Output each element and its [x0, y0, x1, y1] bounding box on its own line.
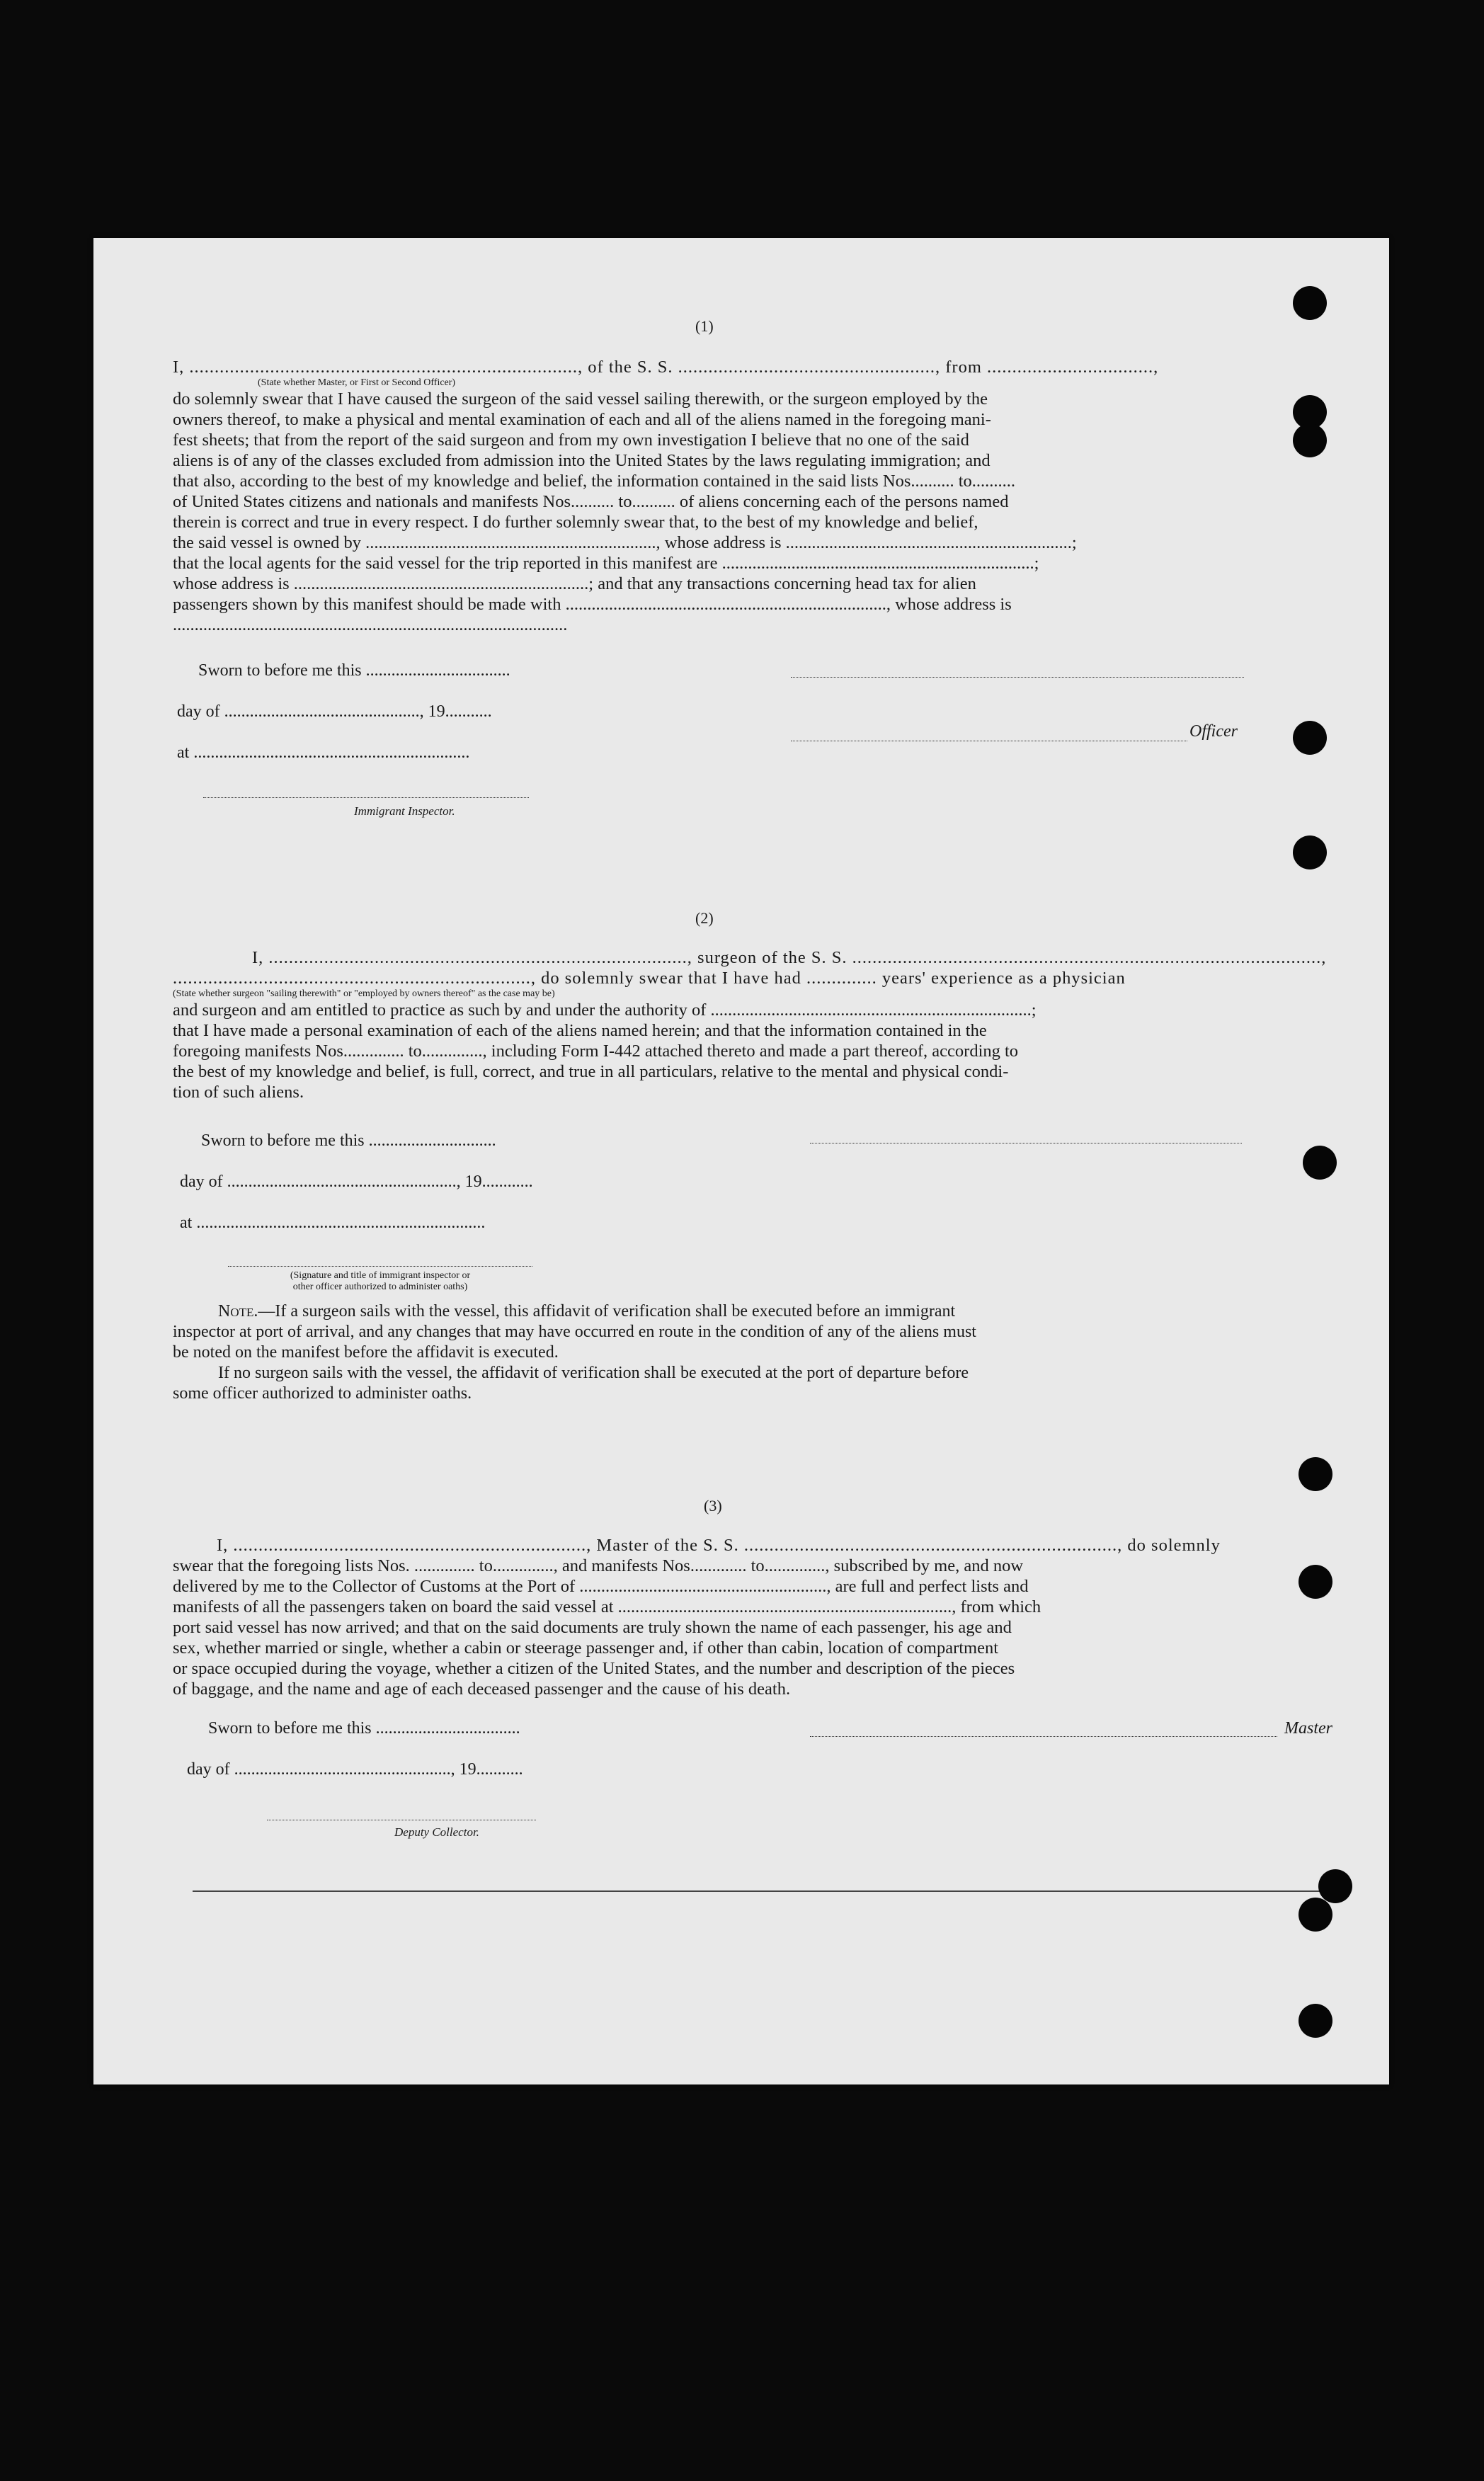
section-1-body-line: the said vessel is owned by ..................................................................., whose address is ..................................................................; — [173, 533, 1077, 552]
section-1-body-line: do solemnly swear that I have caused the surgeon of the said vessel sailing therewith, or the surgeon employed by the — [173, 389, 988, 409]
section-3-sworn: Sworn to before me this .................................. — [208, 1719, 520, 1738]
binder-hole — [1293, 721, 1327, 755]
section-3-body-line: of baggage, and the name and age of each deceased passenger and the cause of his death. — [173, 1679, 791, 1699]
section-3-body-line: sex, whether married or single, whether a cabin or steerage passenger and, if other than cabin, location of compartment — [173, 1638, 999, 1658]
section-1-inspector-label: Immigrant Inspector. — [354, 804, 455, 818]
section-1 — [173, 357, 1341, 635]
section-1-body-line: aliens is of any of the classes excluded from admission into the United States by the laws regulating immigration; and — [173, 451, 991, 470]
section-1-body-line: that also, according to the best of my knowledge and belief, the information contained in the said lists Nos.......... to.......... — [173, 472, 1016, 491]
section-2-body-line: foregoing manifests Nos.............. to.............., including Form I-442 attached thereto and made a part thereof, according to — [173, 1042, 1019, 1061]
section-2-signature-note-line: (Signature and title of immigrant inspector or — [290, 1270, 471, 1281]
section-2-line1: I, ..................................................................................., surgeon of the S. S. ............................................................................................., — [252, 948, 1327, 967]
section-2-signature-note — [228, 1270, 532, 1293]
section-3-master-line — [810, 1736, 1277, 1737]
section-2-officer-line — [228, 1266, 532, 1267]
section-2-body-line: tion of such aliens. — [173, 1083, 304, 1102]
section-1-body — [173, 389, 1341, 635]
section-1-signature-line-1 — [791, 677, 1244, 678]
bottom-rule — [193, 1890, 1347, 1892]
manifest-affidavit-sheet — [93, 238, 1389, 2084]
section-3-collector-label: Deputy Collector. — [394, 1825, 479, 1839]
section-1-body-line: that the local agents for the said vessel for the trip reported in this manifest are ........................................................................; — [173, 554, 1039, 573]
section-1-line1-note: (State whether Master, or First or Second Officer) — [258, 377, 456, 388]
section-3-body-line: delivered by me to the Collector of Customs at the Port of ........................................................., are full and perfect lists and — [173, 1577, 1029, 1596]
section-1-at: at ................................................................. — [177, 743, 470, 762]
section-2-note — [173, 1301, 1341, 1404]
section-1-line1: I, ............................................................................., of the S. S. ..................................................., from ................................., — [173, 358, 1159, 377]
section-1-sworn: Sworn to before me this .................................. — [198, 661, 510, 680]
section-3-number: (3) — [704, 1497, 722, 1515]
section-3-body-line: port said vessel has now arrived; and that on the said documents are truly shown the name of each passenger, his age and — [173, 1618, 1012, 1637]
section-2-note-line — [173, 1301, 1341, 1322]
section-3-day: day of ..................................................., 19........... — [187, 1760, 523, 1779]
section-3-body-line: swear that the foregoing lists Nos. .............. to.............., and manifests Nos............. to.............., subscribed by me, and now — [173, 1556, 1024, 1575]
section-3-body-line: I, ......................................................................, Master of the S. S. .........................................................................., do solemnly — [217, 1536, 1221, 1555]
section-2-note-line: inspector at port of arrival, and any changes that may have occurred en route in the condition of any of the aliens must — [173, 1323, 976, 1341]
binder-hole — [1303, 1146, 1337, 1180]
section-2-note-line: If no surgeon sails with the vessel, the affidavit of verification shall be executed at the port of departure before — [218, 1364, 969, 1382]
section-2-note-line: some officer authorized to administer oaths. — [173, 1384, 472, 1403]
section-1-body-line: of United States citizens and nationals and manifests Nos.......... to.......... of aliens concerning each of the persons named — [173, 492, 1009, 511]
section-1-inspector-line — [203, 797, 529, 798]
section-2-body-line: that I have made a personal examination of each of the aliens named herein; and that the information contained in the — [173, 1021, 987, 1040]
section-3 — [173, 1535, 1341, 1699]
section-2-body — [173, 1000, 1341, 1102]
section-1-body-line: whose address is ....................................................................; and that any transactions concerning head tax for alien — [173, 574, 976, 593]
section-2-body-line: and surgeon and am entitled to practice as such by and under the authority of ..........................................................................; — [173, 1000, 1037, 1020]
section-2-sworn: Sworn to before me this .............................. — [201, 1131, 496, 1150]
section-2-line2-note: (State whether surgeon "sailing therewith" or "employed by owners thereof" as the case may be) — [173, 988, 555, 999]
section-1-number: (1) — [695, 317, 714, 335]
section-2-number: (2) — [695, 909, 714, 927]
binder-hole — [1298, 1457, 1332, 1491]
section-2-note-label: Note. — [218, 1302, 258, 1321]
section-2-at: at .................................................................... — [180, 1214, 486, 1232]
section-2-body-line: the best of my knowledge and belief, is full, correct, and true in all particulars, relative to the mental and physical condi- — [173, 1062, 1009, 1081]
section-1-day: day of .............................................., 19........... — [177, 702, 492, 721]
section-3-body-line: manifests of all the passengers taken on board the said vessel at ............................................................................., from which — [173, 1597, 1041, 1616]
binder-hole — [1298, 2004, 1332, 2038]
section-2-signature-note-line: other officer authorized to administer oaths) — [292, 1282, 468, 1292]
section-2-note-text: —If a surgeon sails with the vessel, this affidavit of verification shall be executed before an immigrant — [258, 1302, 956, 1321]
section-2-day: day of ......................................................, 19............ — [180, 1173, 533, 1191]
section-3-body-line: or space occupied during the voyage, whether a citizen of the United States, and the number and description of the pieces — [173, 1659, 1015, 1678]
section-1-body-line: passengers shown by this manifest should be made with .........................................................................., whose address is — [173, 595, 1012, 614]
section-1-body-line: ........................................................................................... — [173, 615, 568, 634]
binder-hole — [1293, 835, 1327, 869]
section-2 — [173, 947, 1341, 1102]
binder-hole — [1298, 1565, 1332, 1599]
section-1-body-line: fest sheets; that from the report of the said surgeon and from my own investigation I believe that no one of the said — [173, 430, 969, 450]
binder-hole — [1293, 286, 1327, 320]
section-2-line2: ......................................................................., do solemnly swear that I have had .............. years' experience as a physician — [173, 969, 1126, 988]
section-2-note-line: be noted on the manifest before the affidavit is executed. — [173, 1343, 559, 1362]
binder-hole — [1298, 1898, 1332, 1932]
section-3-master-label: Master — [1284, 1719, 1332, 1738]
section-1-body-line: therein is correct and true in every respect. I do further solemnly swear that, to the best of my knowledge and belief, — [173, 513, 978, 532]
binder-hole — [1318, 1869, 1352, 1903]
binder-hole — [1293, 423, 1327, 457]
section-1-officer-label: Officer — [1189, 722, 1238, 741]
section-1-body-line: owners thereof, to make a physical and mental examination of each and all of the aliens named in the foregoing mani- — [173, 410, 991, 429]
